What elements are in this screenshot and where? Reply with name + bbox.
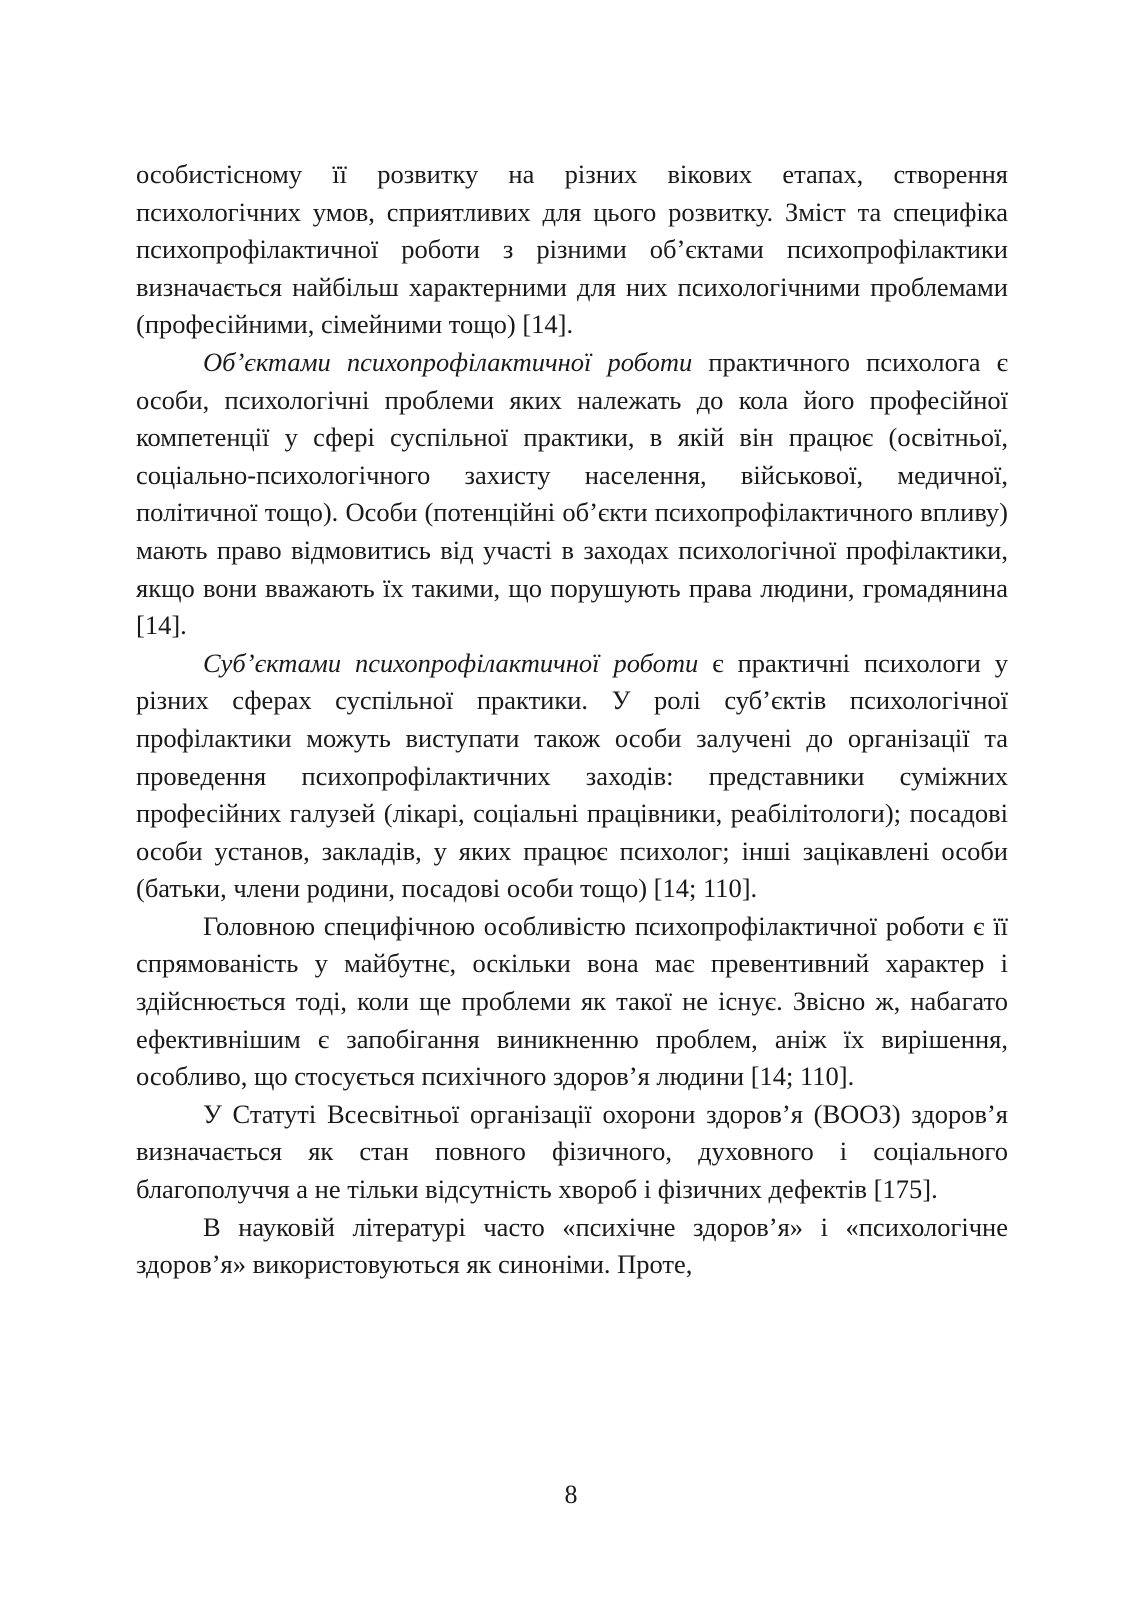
paragraph-5 (136, 1096, 1008, 1209)
paragraph-4-text: Головною специфічною особливістю психопрофілактичної роботи є її спрямованість у майбутнє, оскільки вона має превентивний характер і здійснюється тоді, коли ще проблеми як такої не існує. Звісно ж, набагато ефективнішим є запобігання виникненню проблем, аніж їх вирішення, особливо, що стосується психічного здоров’я людини [14; 110]. (136, 910, 1008, 1092)
paragraph-3 (136, 645, 1008, 908)
paragraph-1 (136, 156, 1008, 344)
paragraph-5-text: У Статуті Всесвітньої організації охорони здоров’я (ВООЗ) здоров’я визначається як стан повного фізичного, духовного і соціального благополуччя а не тільки відсутність хвороб і фізичних дефектів [175]. (136, 1098, 1008, 1205)
paragraph-3-text: є практичні психологи у різних сферах суспільної практики. У ролі суб’єктів психологічної профілактики можуть виступати також особи залучені до організації та проведення психопрофілактичних заходів: представники суміжних професійних галузей (лікарі, соціальні працівники, реабілітологи); посадові особи установ, закладів, у яких працює психолог; інші зацікавлені особи (батьки, члени родини, посадові особи тощо) [14; 110]. (136, 647, 1008, 904)
paragraph-3-italic-lead: Суб’єктами психопрофілактичної роботи (203, 647, 699, 678)
paragraph-2 (136, 344, 1008, 645)
paragraph-6 (136, 1209, 1008, 1284)
paragraph-2-text: практичного психолога є особи, психологічні проблеми яких належать до кола його професійної компетенції у сфері суспільної практики, в якій він працює (освітньої, соціально-психологічного захисту населення, військової, медичної, політичної тощо). Особи (потенційні об’єкти психопрофілактичного впливу) мають право відмовитись від участі в заходах психологічної профілактики, якщо вони вважають їх такими, що порушують права людини, громадянина [14]. (136, 346, 1008, 641)
paragraph-2-italic-lead: Об’єктами психопрофілактичної роботи (203, 346, 693, 377)
paragraph-6-text: В науковій літературі часто «психічне здоров’я» і «психологічне здоров’я» використовуються як синоніми. Проте, (136, 1211, 1008, 1280)
page-number: 8 (564, 1480, 578, 1509)
paragraph-1-text: особистісному її розвитку на різних вікових етапах, створення психологічних умов, сприятливих для цього розвитку. Зміст та специфіка психопрофілактичної роботи з різними об’єктами психопрофілактики визначається найбільш характерними для них психологічними проблемами (професійними, сімейними тощо) [14]. (136, 159, 1008, 340)
document-body (136, 156, 1008, 1284)
paragraph-4 (136, 908, 1008, 1096)
